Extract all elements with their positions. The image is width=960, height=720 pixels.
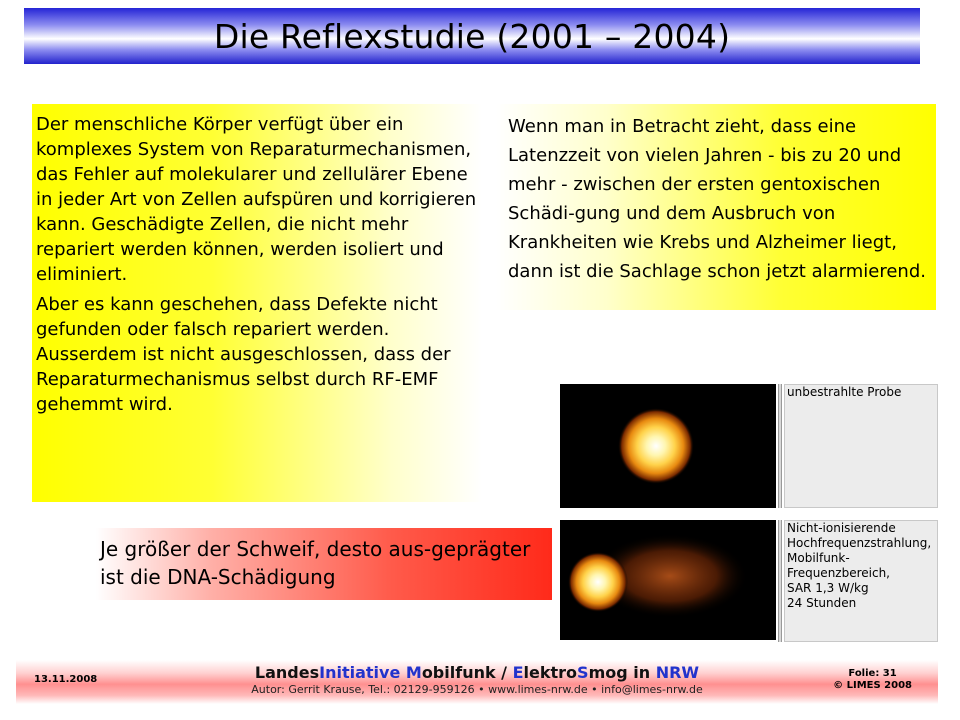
- label-line: Mobilfunk-: [787, 551, 850, 565]
- left-paragraph-2: Aber es kann geschehen, dass Defekte nicht gefunden oder falsch repariert werden. Ausserdem ist nicht ausgeschlossen, dass der Reparaturmechanismus selbst durch RF-EMF gehemmt wird.: [36, 294, 451, 415]
- comet-panel-control: [560, 384, 938, 508]
- org-part: Landes: [254, 663, 320, 682]
- left-paragraph-1: Der menschliche Körper verfügt über ein komplexes System von Reparaturmechanismen, das Fehler auf molekularer und zellulärer Ebene in jeder Art von Zellen aufspüren und korrigieren kann. Geschädigte Zellen, die nicht mehr repariert werden können, werden isoliert und eliminiert.: [36, 114, 477, 285]
- org-part: Initiative: [319, 663, 406, 682]
- org-part: E: [512, 663, 524, 682]
- title-bar: [24, 8, 920, 64]
- footer-date: 13.11.2008: [34, 674, 98, 685]
- left-text-box: [32, 104, 482, 502]
- footer-slide-info: [833, 668, 912, 692]
- image-divider: [778, 520, 782, 642]
- org-part: S: [577, 663, 589, 682]
- label-line: 24 Stunden: [787, 596, 857, 610]
- footer-bar: [16, 660, 938, 704]
- slide-title: Die Reflexstudie (2001 – 2004): [213, 16, 731, 56]
- org-part: obilfunk /: [421, 663, 513, 682]
- label-line: Frequenzbereich,: [787, 566, 890, 580]
- slide-number: Folie: 31: [848, 668, 897, 679]
- label-line: Nicht-ionisierende: [787, 521, 896, 535]
- label-line: unbestrahlte Probe: [787, 385, 902, 399]
- org-part: mog in: [588, 663, 656, 682]
- org-part: M: [405, 663, 422, 682]
- comet-label-exposed: [784, 520, 938, 642]
- footer-author: Autor: Gerrit Krause, Tel.: 02129-959126 • www.limes-nrw.de • info@limes-nrw.de: [251, 683, 703, 696]
- right-text-box: [496, 104, 936, 310]
- comet-image-exposed: [560, 520, 776, 640]
- org-part: NRW: [655, 663, 700, 682]
- copyright: © LIMES 2008: [833, 680, 912, 691]
- conclusion-box: [96, 528, 552, 600]
- label-line: Hochfrequenzstrahlung,: [787, 536, 932, 550]
- comet-exposed-graphic: [560, 520, 776, 640]
- org-part: lektro: [523, 663, 578, 682]
- footer-center: [16, 663, 938, 697]
- image-divider: [778, 384, 782, 508]
- right-paragraph: Wenn man in Betracht zieht, dass eine Latenzzeit von vielen Jahren - bis zu 20 und mehr - zwischen der ersten gentoxischen Schädi-gung und dem Ausbruch von Krankheiten wie Krebs und Alzheimer liegt, dann ist die Sachlage schon jetzt alarmierend.: [508, 116, 926, 282]
- footer-organization: [16, 663, 938, 682]
- conclusion-text: Je größer der Schweif, desto aus-geprägter ist die DNA-Schädigung: [100, 537, 531, 589]
- comet-control-graphic: [560, 384, 776, 508]
- comet-panel-exposed: [560, 520, 938, 642]
- label-line: SAR 1,3 W/kg: [787, 581, 869, 595]
- comet-image-control: [560, 384, 776, 508]
- comet-label-control: [784, 384, 938, 508]
